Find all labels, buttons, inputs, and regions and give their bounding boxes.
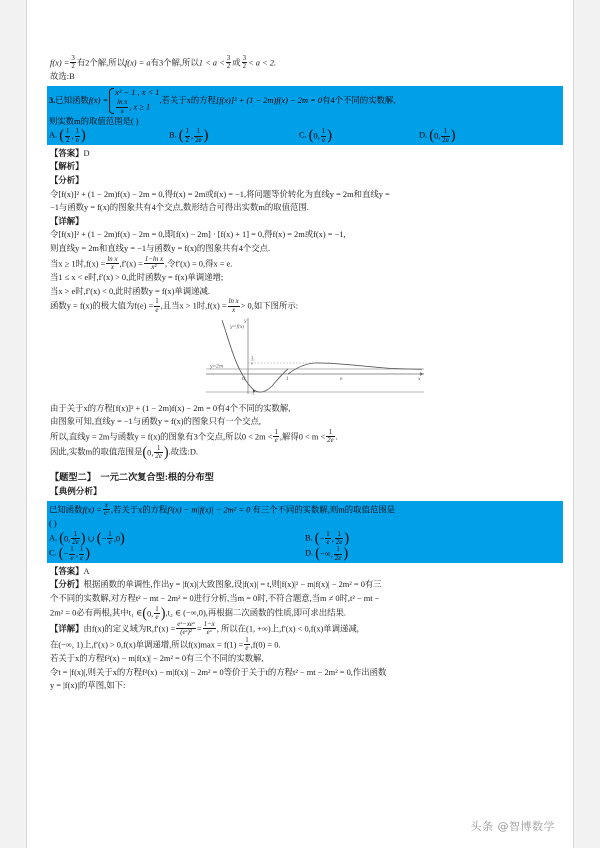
section-2-fenxi-line-3: 2m² = 0必有两根,其中t₁ ∈(0, $\frac{1}{e}$ ),t₂ ∈ (−∞,0),再根据二次函数的性质,即可求出结果.	[50, 605, 347, 622]
problem-3-answer	[50, 147, 560, 161]
problem-3-xiangjie-line-1: 令[f(x)]² + (1 − 2m)f(x) − 2m = 0,即[f(x) − 2m] · [f(x) + 1] = 0,得f(x) = 2m或f(x) = −1,	[50, 230, 346, 240]
problem-3-equation: [f(x)]² + (1 − 2m)f(x) − 2m = 0	[215, 95, 323, 105]
curve-label: y=f(x)	[230, 324, 245, 330]
x-axis-arrow	[420, 372, 424, 376]
section-2-xiangjie-line-1: 【详解】由f(x)的定义域为R,f′(x) = $\frac{\text{eˣ−xeˣ}}{\text{(eˣ)²}}$ = $\frac{1-x}{\text{eˣ}}$ , 所以在(1, +∞)上,f′(x) < 0,f(x)单调递减,	[50, 621, 359, 637]
problem-3-cases	[108, 87, 159, 115]
problem-3-option-a[interactable]: A. ( $\frac{1}{2}$ , $\frac{1}{e}$ )	[49, 127, 86, 144]
problem-3-xiangjie-line-5: 当x > e时,f′(x) < 0,此时函数y = f(x)单调递减.	[50, 286, 210, 296]
intro-frac-1: $\frac{3}{2}$	[71, 55, 75, 71]
watermark: 头条 @智博数学	[470, 820, 555, 833]
section-2-answer-value: A	[83, 566, 90, 576]
problem-3-xiangjie-line-4: 当1 ≤ x < e时,f′(x) > 0,此时函数y = f(x)单调递增;	[50, 273, 224, 283]
intro-line-1-c: f(x) = a	[124, 58, 151, 68]
function-graph	[200, 316, 430, 402]
section-2-xiangjie-line-5: y = |f(x)|的草图,如下:	[50, 681, 126, 691]
y-tick-numerator: 1	[251, 355, 254, 360]
document-page	[27, 0, 573, 848]
x-axis-label: x	[418, 376, 421, 382]
intro-line-1-b: 有2个解,所以	[76, 58, 125, 68]
intro-line-1	[50, 55, 560, 70]
section-2-options-row-2	[49, 546, 561, 561]
section-2-option-b[interactable]: B. (− $\frac{1}{e}$ , $\frac{1}{2e}$ )	[305, 530, 350, 547]
document-content	[50, 55, 560, 693]
section-2-answer-tag: 【答案】	[50, 566, 84, 576]
section-2-heading-tag: 【题型二】	[50, 472, 96, 482]
problem-3-xiangjie-line-2: 则直线y = 2m和直线y = −1与函数y = f(x)的图象共有4个交点.	[50, 244, 271, 254]
problem-3-fenxi-line-1: 令[f(x)]² + (1 − 2m)f(x) − 2m = 0,得f(x) = 2m或f(x) = −1,将问题等价转化为直线y = 2m和直线y =	[50, 189, 390, 199]
problem-3-stem-line-1	[49, 87, 561, 115]
problem-3-concl-line-4: 因此,实数m的取值范围是(0, $\frac{1}{2e}$ ).故选:D.	[50, 444, 198, 461]
curve-lnx-over-x-branch	[288, 363, 422, 374]
intro-frac-3: $\frac{3}{2}$	[242, 55, 246, 71]
problem-3-option-d[interactable]: D. (0, $\frac{1}{2e}$ )	[419, 127, 456, 144]
problem-3-jiexi-tag: 【解析】	[50, 162, 84, 172]
problem-3-xiangjie-tag: 【详解】	[50, 216, 84, 226]
figure-container	[50, 314, 560, 402]
tick-e: e	[340, 375, 343, 381]
section-2-xiangjie-line-2: 在(−∞, 1)上,f′(x) > 0,f(x)单调递增,所以f(x)max = f(1) = $\frac{1}{e}$ ,f(0) = 0.	[50, 636, 281, 652]
problem-3-case-1: x² − 1 , x < 1	[115, 88, 160, 98]
problem-3-number: 3.	[49, 95, 56, 105]
problem-3-stem-a: 已知函数	[55, 95, 89, 105]
line-label: y=2m	[210, 364, 224, 370]
section-2-heading	[50, 470, 560, 485]
y-tick-denominator: e	[251, 361, 254, 366]
tick-neg-one: -1	[251, 390, 255, 396]
problem-3-options	[49, 128, 561, 143]
problem-3-stem-b: ,若关于x的方程	[159, 95, 216, 105]
answer-value: D	[83, 148, 90, 158]
intro-line-1-d: 有3个解,所以	[150, 58, 199, 68]
section-2-answer	[50, 565, 560, 579]
y-axis-label: y	[244, 318, 247, 324]
section-2-xiangjie-line-3: 若关于x的方程f²(x) − m|f(x)| − 2m² = 0有三个不同的实数解,	[50, 654, 264, 664]
curve-parabola-branch	[222, 320, 288, 392]
problem-3-xiangjie-line-6: 函数y = f(x)的极大值为f(e) = $\frac{1}{e}$ ,且当x > 1时,f(x) = $\frac{\text{ln x}}{x}$ > 0,如下图所示:	[50, 298, 299, 314]
problem-3-fenxi-tag: 【分析】	[50, 176, 84, 186]
section-2-highlight	[47, 501, 563, 563]
problem-3-concl-line-1: 由于关于x的方程[f(x)]² + (1 − 2m)f(x) − 2m = 0有4个不同的实数解,	[50, 403, 291, 413]
problem-3-option-c[interactable]: C. (0, $\frac{1}{e}$ )	[299, 127, 333, 144]
problem-3-stem-c: 有4个不同的实数解,	[322, 95, 396, 105]
section-2-option-d[interactable]: D. (−∞, $\frac{1}{2e}$ )	[305, 545, 349, 562]
answer-tag: 【答案】	[50, 148, 84, 158]
intro-line-2: 故选:B	[50, 72, 75, 82]
section-2-stem-line-2: ( )	[49, 519, 57, 529]
problem-3-fenxi-line-2: −1与函数y = f(x)的图象共有4个交点,数形结合可得出实数m的取值范围.	[50, 203, 309, 213]
problem-3-option-b[interactable]: B. ( $\frac{1}{2}$ , $\frac{1}{2e}$ )	[169, 127, 209, 144]
tick-origin: O	[242, 375, 246, 381]
section-2-heading-text: 一元二次复合型:根的分布型	[100, 472, 214, 482]
tick-one: 1	[286, 375, 289, 381]
section-2-fenxi-line-2: 个不同的实数解,对方程t² − mt − 2m² = 0进行分析,当m = 0时,不符合题意,当m ≠ 0时,t² − mt −	[50, 594, 380, 604]
problem-3-concl-line-3: 所以,直线y = 2m与函数y = f(x)的图象有3个交点,所以0 < 2m < $\frac{1}{e}$ ,解得0 < m < $\frac{1}{2e}$ .	[50, 429, 338, 445]
intro-line-1-g: < a < 2.	[248, 58, 277, 68]
section-2-options-row-1	[49, 531, 561, 546]
section-2-option-c[interactable]: C. (− $\frac{1}{e}$ , $\frac{1}{e}$ )	[49, 545, 91, 562]
problem-3-highlight	[47, 86, 563, 145]
intro-line-1-e: 1 < a <	[198, 58, 225, 68]
problem-3-xiangjie-line-3: 当x ≥ 1时,f(x) = $\frac{\text{ln x}}{x}$ ,f′(x) = $\frac{\text{1−ln x}}{\text{x²}}$ ,令f′(x) = 0,得x = e.	[50, 255, 233, 271]
section-2-fenxi-line-1: 【分析】根据函数的单调性,作出y = |f(x)|大致图象,设|f(x)| = t,则|f(x)|² − m|f(x)| − 2m² = 0有三	[50, 580, 382, 590]
intro-line-1-f: 或	[232, 58, 241, 68]
problem-3-fx: f(x) =	[88, 95, 109, 105]
intro-line-1-a: f(x) =	[50, 58, 70, 68]
section-2-xiangjie-line-4: 令t = |f(x)|,则关于x的方程f²(x) − m|f(x)| − 2m² = 0等价于关于t的方程t² − mt − 2m² = 0,作出函数	[50, 667, 387, 677]
problem-3-case-2: $\frac{\text{ln x}}{x}$ , x ≥ 1	[117, 99, 151, 115]
section-2-subheading: 【典例分析】	[50, 485, 102, 496]
section-2-option-a[interactable]: A. (0, $\frac{1}{2e}$ ) ∪ (− $\frac{1}{e}$ ,0)	[49, 530, 125, 547]
intro-frac-2: $\frac{3}{2}$	[226, 55, 231, 71]
problem-3-concl-line-2: 由图象可知,直线y = −1与函数y = f(x)的图象只有一个交点,	[50, 417, 261, 427]
section-2-stem-line-1: 已知函数f(x) = $\frac{x}{\text{eˣ}}$ ,若关于x的方程f²(x) − m|f(x)| − 2m² = 0 有三个不同的实数解,则m的取值范围是	[49, 501, 395, 518]
problem-3-stem-line-2: 则实数m的取值范围是( )	[49, 116, 139, 126]
